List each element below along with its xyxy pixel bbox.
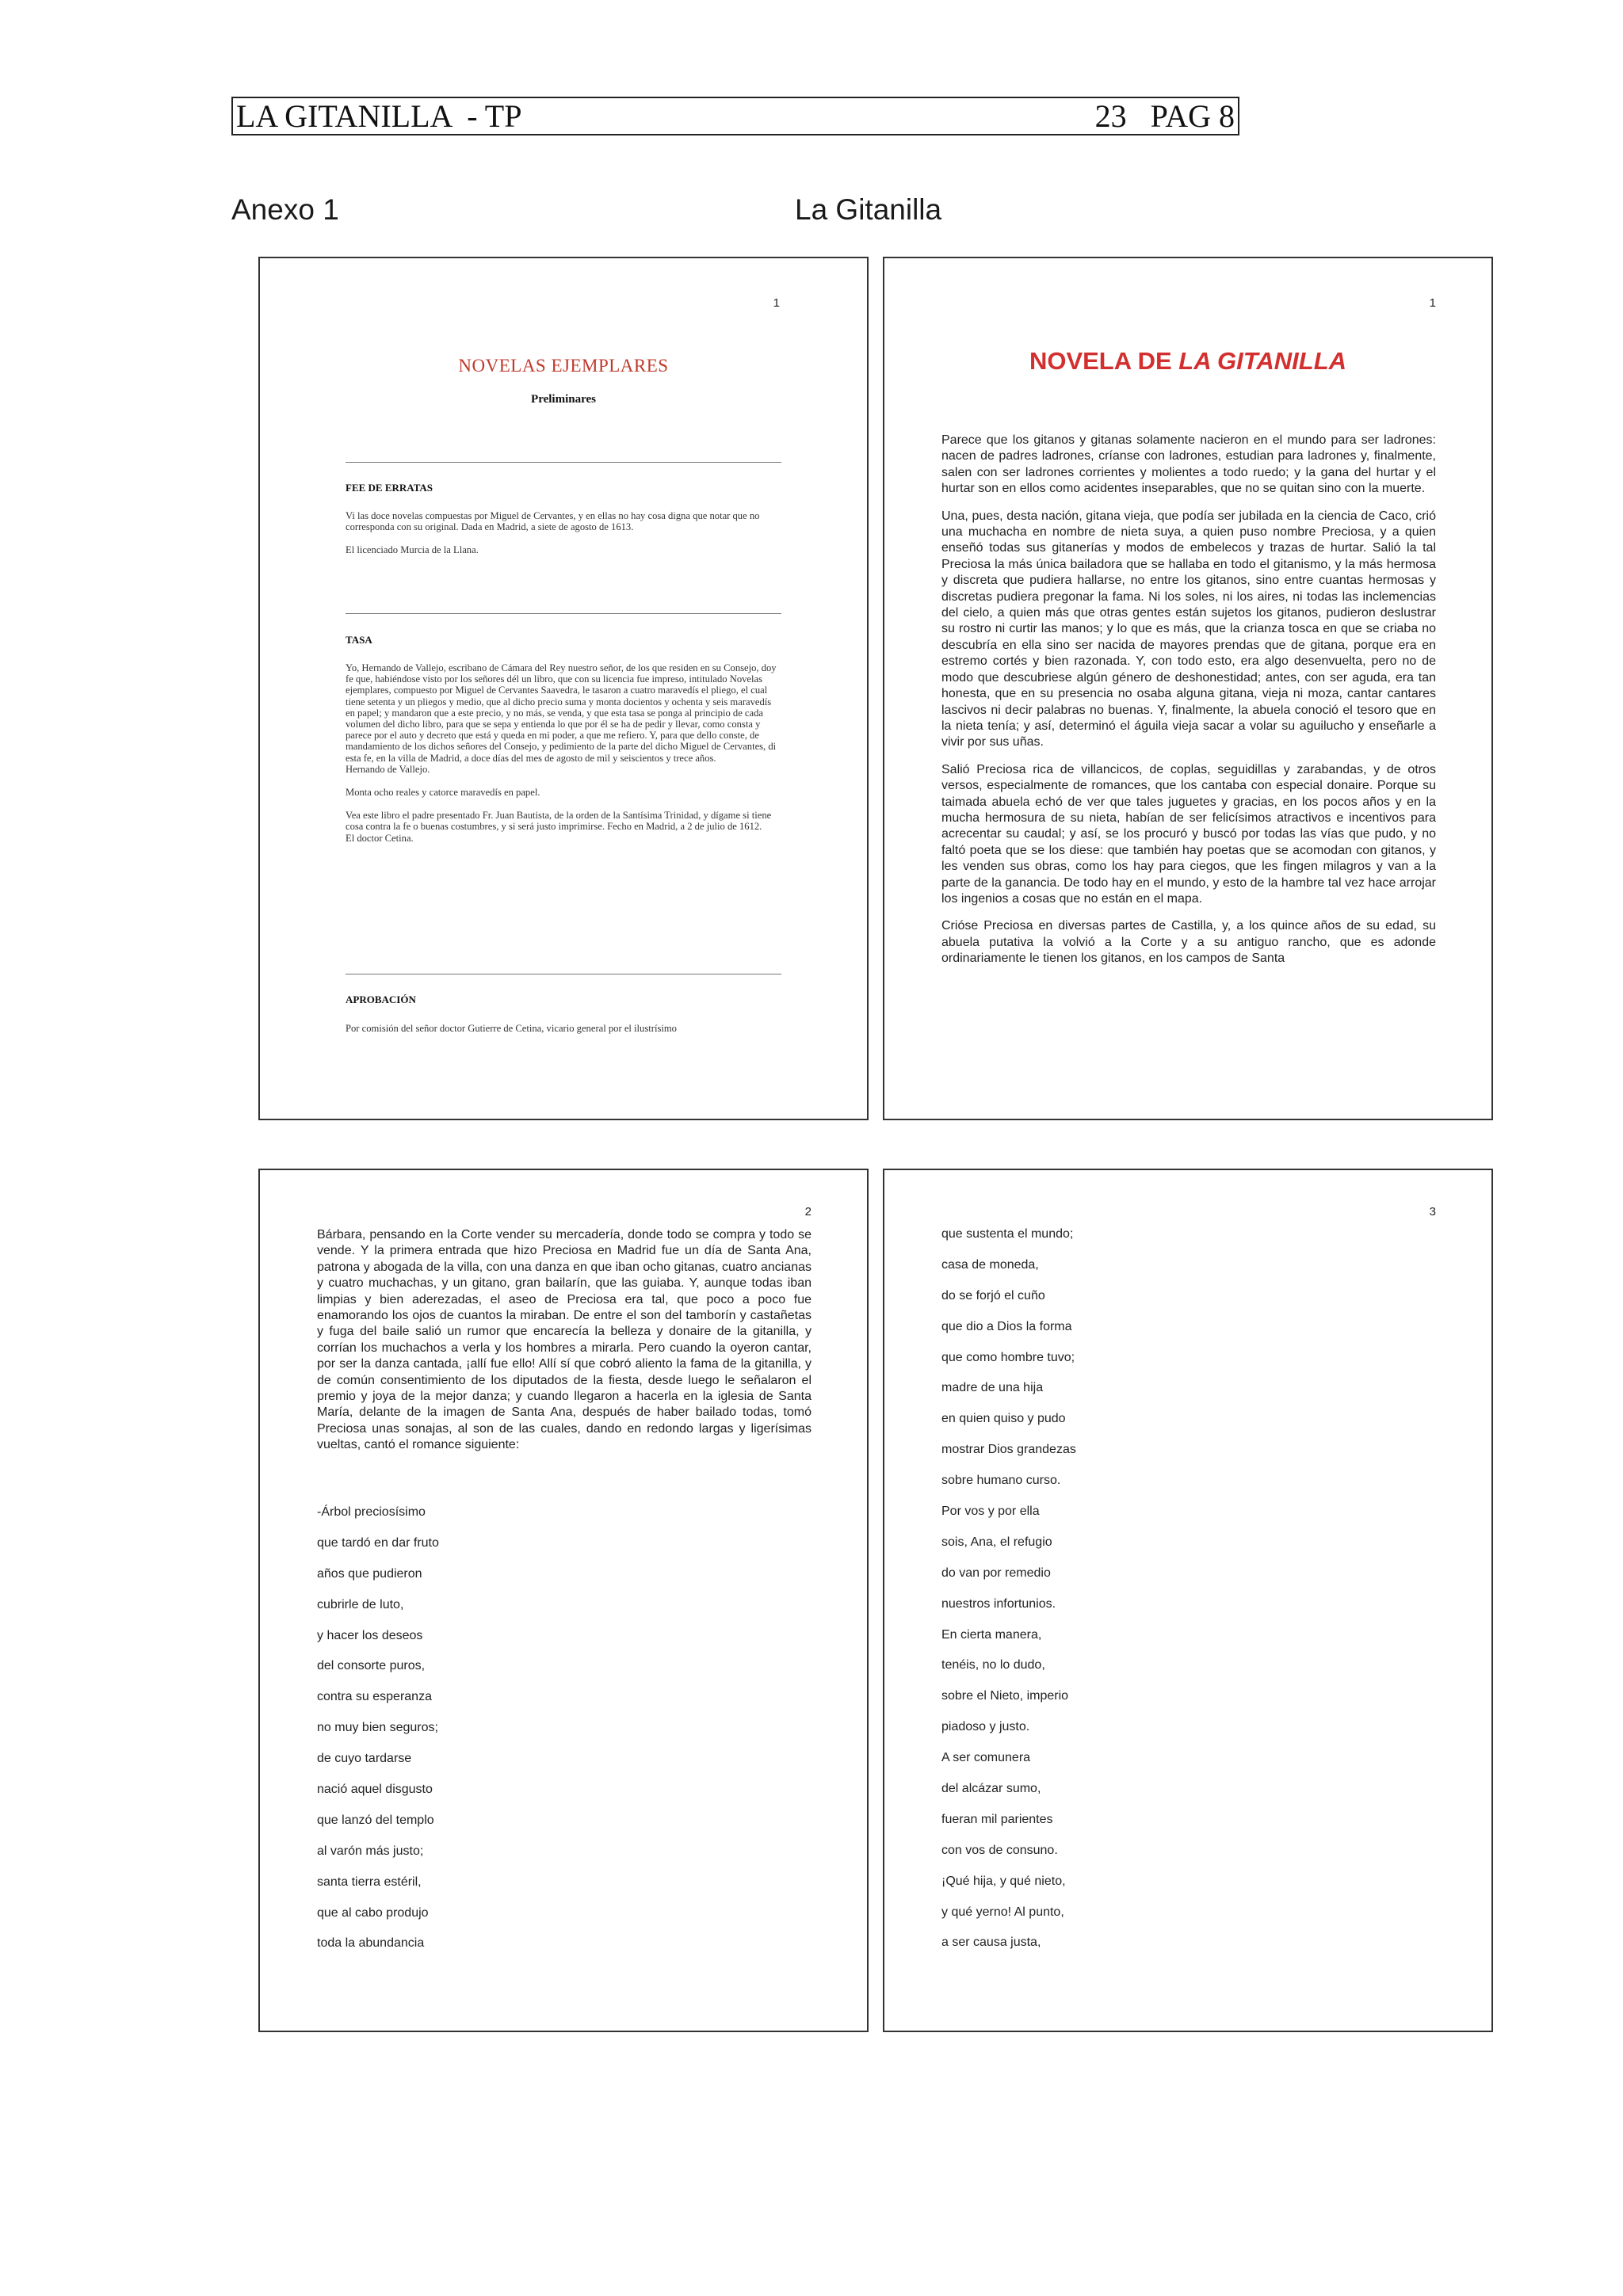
- page-thumb-romance-1: [258, 1169, 869, 2032]
- verse-line: y qué yerno! Al punto,: [941, 1905, 1064, 1919]
- paragraph: Bárbara, pensando en la Corte vender su mercadería, donde todo se compra y todo se vende. Y la primera entrada que hizo Preciosa en Madrid fue un día de Santa Ana, patrona y abogada de la villa, con una danza en que iban ocho gitanas, cuatro ancianas y cuatro muchachas, y un gitano, gran bailarín, que las guiaba. Y, aunque todas iban limpias y bien aderezadas, el aseo de Preciosa era tal, que poco a poco fue enamorando los ojos de cuantos la miraban. De entre el son del tamborín y castañetas y fuga del baile salió un rumor que encarecía la belleza y donaire de la gitanilla, y corrían los muchachos a verla y los hombres a mirarla. Pero cuando la oyeron cantar, por ser la danza cantada, ¡allí fue ello! Allí sí que cobró aliento la fama de la gitanilla, y de común consentimiento de los diputados de la fiesta, desde luego le señalaron el premio y joya de la mejor danza; y cuando llegaron a hacerla en la iglesia de Santa María, delante de la imagen de Santa Ana, después de haber bailado todas, tomó Preciosa unas sonajas, al son de las cuales, dando en redondo largas y ligerísimas vueltas, cantó el romance siguiente:: [317, 1228, 812, 1452]
- verse-line: y hacer los deseos: [317, 1628, 423, 1642]
- tasa-monta: Monta ocho reales y catorce maravedís en papel.: [346, 787, 540, 799]
- work-label: La Gitanilla: [795, 193, 942, 226]
- tasa-paragraph: Yo, Hernando de Vallejo, escribano de Cámara del Rey nuestro señor, de los que residen en su Consejo, doy fe que, habiéndose visto por los señores dél un libro, que con su licencia fue impreso, intitulado Novelas ejemplares, compuesto por Miguel de Cervantes Saavedra, le tasaron a cuatro maravedís el pliego, el cual tiene setenta y un pliegos y medio, que al dicho precio suma y monta docientos y ochenta y seis maravedís en papel; y mandaron que a este precio, y no más, se venda, y que esta tasa se ponga al principio de cada volumen del dicho libro, para que se sepa y entienda lo que por él se ha de pedir y llevar, como consta y parece por el auto y decreto que está y queda en mi poder, a que me refiero. Y, para que dello conste, de mandamiento de los dichos señores del Consejo, y pedimiento de la parte del dicho Miguel de Cervantes, di esta fe, en la villa de Madrid, a doce días del mes de agosto de mil y seiscientos y trece años.: [346, 662, 777, 764]
- novela-text: [941, 433, 1436, 978]
- verse-line: -Árbol preciosísimo: [317, 1505, 426, 1519]
- verse-line: del consorte puros,: [317, 1659, 426, 1673]
- paragraph: Crióse Preciosa en diversas partes de Castilla, y, a los quince años de su edad, su abuela putativa la volvió a la Corte y a su antiguo rancho, que es adonde ordinariamente le tienen los gitanos, en los campos de Santa: [941, 919, 1436, 966]
- tasa-vea-signature: El doctor Cetina.: [346, 832, 414, 844]
- page-number: 1: [773, 296, 780, 310]
- header-title: LA GITANILLA - TP: [236, 98, 522, 134]
- verse-line: que tardó en dar fruto: [317, 1535, 439, 1550]
- verse-line: al varón más justo;: [317, 1844, 424, 1858]
- section-heading-aprobacion: APROBACIÓN: [346, 994, 416, 1005]
- verse-line: que dio a Dios la forma: [941, 1319, 1072, 1333]
- annex-label: Anexo 1: [231, 193, 339, 226]
- verse-line: a ser causa justa,: [941, 1936, 1041, 1950]
- page-number: 2: [804, 1205, 812, 1219]
- page-number: 3: [1429, 1205, 1436, 1219]
- section-text-fe: [346, 510, 781, 568]
- divider: [346, 462, 781, 463]
- verse-line: sobre humano curso.: [941, 1474, 1061, 1488]
- verse-line: no muy bien seguros;: [317, 1721, 438, 1735]
- aprobacion-paragraph: Por comisión del señor doctor Gutierre de Cetina, vicario general por el ilustrísimo: [346, 1023, 677, 1034]
- page-title: NOVELAS EJEMPLARES: [458, 356, 669, 376]
- verse-line: ¡Qué hija, y qué nieto,: [941, 1874, 1066, 1888]
- document-header: [231, 97, 1239, 135]
- title-italic: LA GITANILLA: [1178, 347, 1347, 375]
- tasa-vea: Vea este libro el padre presentado Fr. Juan Bautista, de la orden de la Santísima Trinidad, y dígame si tiene cosa contra la fe o buenas costumbres, y si será justo imprimirse. Fecho en Madrid, a 2 de julio de 1612.: [346, 810, 772, 833]
- verse-line: que como hombre tuvo;: [941, 1350, 1075, 1364]
- verse-line: años que pudieron: [317, 1566, 422, 1581]
- paragraph: Salió Preciosa rica de villancicos, de coplas, seguidillas y zarabandas, y de otros versos, especialmente de romances, que los cantaba con especial donaire. Porque su taimada abuela echó de ver que tales juguetes y gracias, en los pocos años y en la mucha hermosura de su nieta, habían de ser felicísimos atractivos e incentivos para acrecentar su caudal; y así, se los procuró y buscó por todas las vías que pudo, y no faltó poeta que se los diese: que también hay poetas que se acomodan con gitanos, y les venden sus obras, como los hay para ciegos, que les fingen milagros y van a la parte de la ganancia. De todo hay en el mundo, y esto de la hambre tal vez hace arrojar los ingenios a cosas que no están en el mapa.: [941, 762, 1436, 906]
- title-plain: NOVELA DE: [1029, 347, 1179, 375]
- paragraph: Parece que los gitanos y gitanas solamente nacieron en el mundo para ser ladrones: nacen de padres ladrones, críanse con ladrones, estudian para ladrones y, finalmente, salen con ser ladrones corrientes y molientes a todo ruedo; y la gana del hurtar y el hurtar son en ellos como acidentes inseparables, que no se quitan sino con la muerte.: [941, 433, 1436, 496]
- verse-line: sobre el Nieto, imperio: [941, 1689, 1069, 1703]
- verse-line: tenéis, no lo dudo,: [941, 1658, 1045, 1672]
- verse-line: toda la abundancia: [317, 1936, 425, 1951]
- verse-line: de cuyo tardarse: [317, 1752, 412, 1766]
- section-heading-fe: FEE DE ERRATAS: [346, 482, 433, 494]
- page-thumb-romance-2: [883, 1169, 1493, 2032]
- page-title: [884, 347, 1491, 376]
- verse-line: Por vos y por ella: [941, 1505, 1040, 1519]
- section-heading-tasa: TASA: [346, 634, 372, 646]
- verse-line: contra su esperanza: [317, 1690, 432, 1704]
- fe-signature: El licenciado Murcia de la Llana.: [346, 544, 479, 556]
- verse-line: santa tierra estéril,: [317, 1875, 422, 1889]
- verse-line: mostrar Dios grandezas: [941, 1443, 1076, 1457]
- verse-line: A ser comunera: [941, 1751, 1031, 1765]
- verse-line: madre de una hija: [941, 1381, 1044, 1395]
- fe-paragraph: Vi las doce novelas compuestas por Miguel de Cervantes, y en ellas no hay cosa digna que notar que no corresponda con su original. Dada en Madrid, a siete de agosto de 1613.: [346, 510, 760, 533]
- verse-line: que lanzó del templo: [317, 1813, 434, 1827]
- verse-line: con vos de consuno.: [941, 1843, 1058, 1857]
- verse-line: do van por remedio: [941, 1566, 1051, 1580]
- verse-line: cubrirle de luto,: [317, 1597, 404, 1611]
- page-thumb-preliminares: [258, 257, 869, 1120]
- verse-line: en quien quiso y pudo: [941, 1412, 1066, 1426]
- page-thumb-novela: [883, 257, 1493, 1120]
- page-number: 1: [1429, 296, 1436, 310]
- novela-text: [317, 1227, 812, 1465]
- verse-line: nació aquel disgusto: [317, 1783, 433, 1797]
- section-text-tasa: [346, 662, 781, 856]
- verse-line: En cierta manera,: [941, 1627, 1042, 1642]
- divider: [346, 613, 781, 614]
- verse-line: piadoso y justo.: [941, 1720, 1030, 1734]
- paragraph: Una, pues, desta nación, gitana vieja, que podía ser jubilada en la ciencia de Caco, crió una muchacha en nombre de nieta suya, a quien puso nombre Preciosa, y a quien enseñó todas sus gitanerías y modos de embelecos y trazas de hurtar. Salió la tal Preciosa la más única bailadora que se hallaba en todo el gitanismo, y la más hermosa y discreta que pudiera hallarse, no entre los gitanos, sino entre cuantas hermosas y discretas pudiera pregonar la fama. Ni los soles, ni los aires, ni todas las inclemencias del cielo, a quien más que otras gentes están sujetos los gitanos, pudieron deslustrar su rostro ni curtir las manos; y lo que es más, que la crianza tosca en que se criaba no descubría en ella sino ser nacida de mayores prendas que de gitana, porque era en estremo cortés y bien razonada. Y, con todo esto, era algo desenvuelta, pero no de modo que descubriese algún género de deshonestidad; antes, con ser aguda, era tan honesta, que en su presencia no osaba alguna gitana, vieja ni moza, cantar cantares lascivos ni decir palabras no buenas. Y, finalmente, la abuela conoció el tesoro que en la nieta tenía; y así, determinó el águila vieja sacar a volar su aguilucho y enseñarle a vivir por sus uñas.: [941, 509, 1436, 749]
- verse-line: casa de moneda,: [941, 1257, 1039, 1272]
- header-page-ref: 23 PAG 8: [1094, 98, 1235, 134]
- section-text-aprobacion: [346, 1023, 781, 1046]
- verse-line: del alcázar sumo,: [941, 1782, 1041, 1796]
- verse-line: sois, Ana, el refugio: [941, 1535, 1052, 1549]
- verse-line: do se forjó el cuño: [941, 1288, 1045, 1302]
- page-subtitle: Preliminares: [531, 393, 596, 406]
- verse-line: que al cabo produjo: [317, 1905, 429, 1920]
- verse-line: fueran mil parientes: [941, 1812, 1053, 1826]
- tasa-signature: Hernando de Vallejo.: [346, 763, 430, 775]
- verse-line: que sustenta el mundo;: [941, 1227, 1074, 1241]
- verse-line: nuestros infortunios.: [941, 1596, 1056, 1611]
- verse-list: [317, 1505, 439, 1966]
- verse-list: [941, 1226, 1076, 1966]
